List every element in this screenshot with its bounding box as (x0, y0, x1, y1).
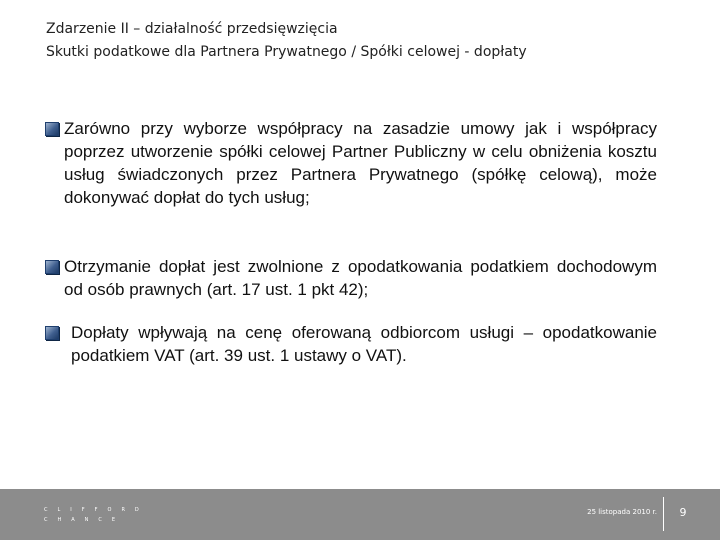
footer-date: 25 listopada 2010 r. (587, 508, 657, 516)
logo-line-2: CHANCE (44, 517, 126, 523)
bullet-text-1: Zarówno przy wyborze współpracy na zasadzie umowy jak i współpracy poprzez utworzenie spółki celowej Partner Publiczny w celu obniżenia kosztu usług świadczonych przez Partnera Prywatnego (spółkę celową), może dokonywać dopłat do tych usług; (64, 119, 657, 207)
bullet-text-2: Otrzymanie dopłat jest zwolnione z opodatkowania podatkiem dochodowym od osób prawnych (art. 17 ust. 1 pkt 42); (64, 257, 657, 299)
square-bullet-icon (45, 260, 59, 274)
bullet-item-3 (45, 321, 657, 367)
slide-title (46, 18, 686, 64)
page-number: 9 (679, 506, 687, 519)
footer-bar (0, 489, 720, 540)
logo-line-1: CLIFFORD (44, 507, 149, 513)
bullet-item-1 (45, 117, 657, 209)
company-logo (44, 505, 149, 525)
square-bullet-icon (45, 326, 59, 340)
title-line-1: Zdarzenie II – działalność przedsięwzięcia (46, 21, 338, 37)
bullet-text-3: Dopłaty wpływają na cenę oferowaną odbiorcom usługi – opodatkowanie podatkiem VAT (art. 39 ust. 1 ustawy o VAT). (71, 323, 657, 365)
bullet-item-2 (45, 255, 657, 301)
title-line-2: Skutki podatkowe dla Partnera Prywatnego / Spółki celowej - dopłaty (46, 44, 527, 60)
footer-divider (663, 497, 664, 531)
square-bullet-icon (45, 122, 59, 136)
